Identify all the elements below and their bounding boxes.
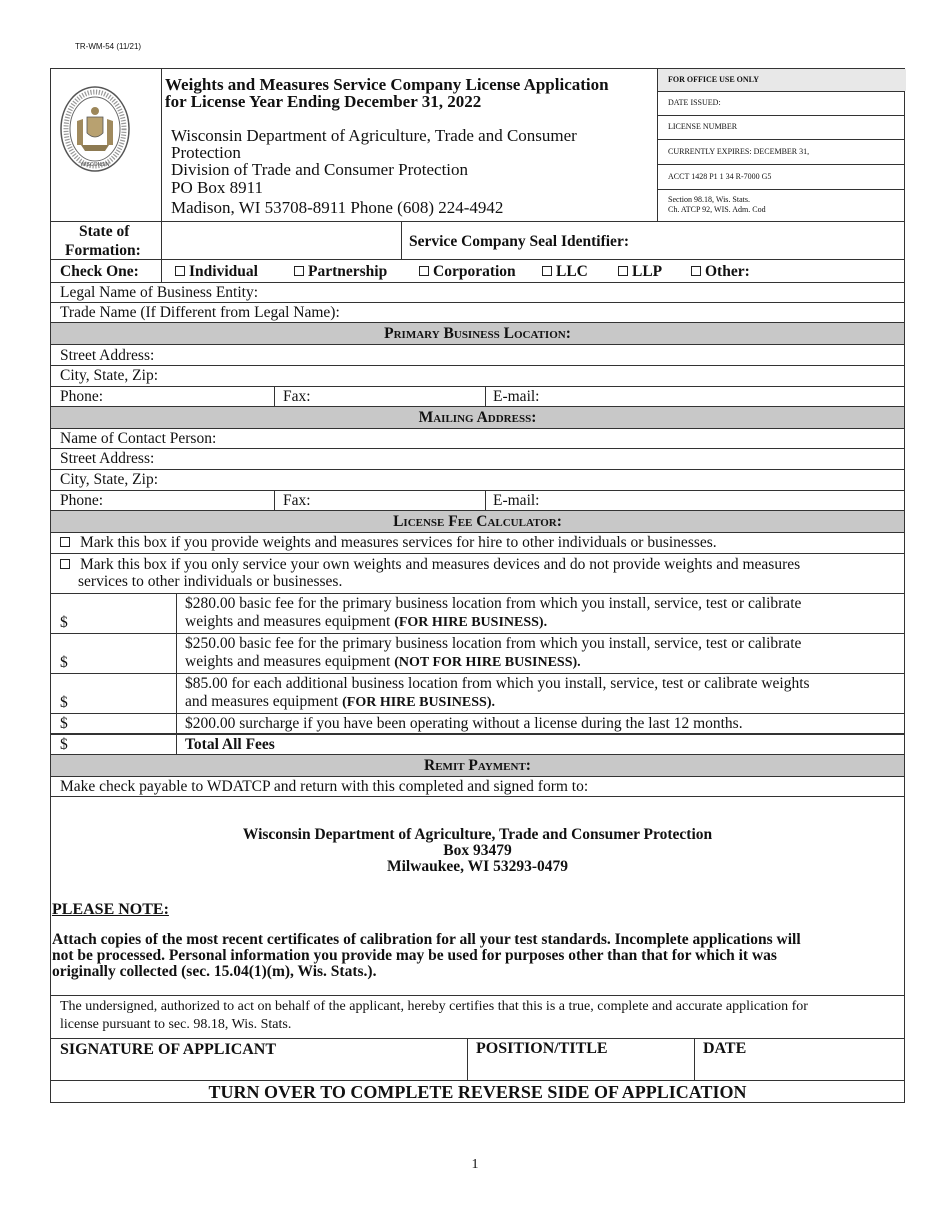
date-issued-field[interactable]: DATE ISSUED: (668, 98, 721, 107)
primary-email-field[interactable]: E-mail: (493, 388, 540, 405)
checkbox-icon (542, 266, 552, 276)
certification-line1: The undersigned, authorized to act on behalf of the applicant, hereby certifies that this is a true, complete and accurate application for (60, 999, 808, 1014)
statute-ref-2: Ch. ATCP 92, WIS. Adm. Cod (668, 205, 766, 214)
signature-field[interactable]: SIGNATURE OF APPLICANT (60, 1041, 277, 1058)
remit-instruction: Make check payable to WDATCP and return with this completed and signed form to: (60, 778, 589, 795)
agency-name-line1: Wisconsin Department of Agriculture, Trade and Consumer (171, 126, 577, 145)
primary-street-field[interactable]: Street Address: (60, 347, 155, 364)
page-number: 1 (471, 1157, 479, 1172)
application-form (50, 68, 905, 1103)
position-title-field[interactable]: POSITION/TITLE (476, 1040, 608, 1057)
checkbox-icon (60, 537, 70, 547)
fee2-desc-line1: $250.00 basic fee for the primary business location from which you install, service, test or calibrate (185, 635, 802, 652)
checkbox-icon (419, 266, 429, 276)
surcharge-amount-field[interactable]: $ (60, 715, 68, 732)
fee1-amount-field[interactable]: $ (60, 614, 68, 631)
form-code: TR-WM-54 (11/21) (75, 42, 142, 51)
primary-phone-field[interactable]: Phone: (60, 388, 104, 405)
checkbox-icon (60, 559, 70, 569)
form-title-line2: for License Year Ending December 31, 2022 (165, 92, 482, 111)
fee3-amount-field[interactable]: $ (60, 694, 68, 711)
checkbox-icon (294, 266, 304, 276)
legal-name-field[interactable]: Legal Name of Business Entity: (60, 284, 259, 301)
fee2-desc-line2: weights and measures equipment (NOT FOR HIRE BUSINESS). (185, 653, 581, 670)
entity-option-other[interactable]: Other: (691, 264, 750, 280)
form-title-line1: Weights and Measures Service Company License Application (165, 75, 609, 94)
agency-name-line2: Protection (171, 143, 241, 162)
fee1-desc-line2: weights and measures equipment (FOR HIRE BUSINESS). (185, 613, 548, 630)
total-amount-field[interactable]: $ (60, 736, 68, 753)
remit-address-line2: Box 93479 (443, 842, 512, 859)
mailing-address-heading: Mailing Address: (418, 409, 537, 426)
remit-payment-heading: Remit Payment: (424, 757, 531, 774)
primary-fax-field[interactable]: Fax: (283, 388, 311, 405)
turn-over-notice: TURN OVER TO COMPLETE REVERSE SIDE OF APPLICATION (208, 1082, 747, 1102)
statute-ref-1: Section 98.18, Wis. Stats. (668, 195, 750, 204)
check-one-label: Check One: (60, 263, 139, 280)
for-hire-checkbox[interactable]: Mark this box if you provide weights and measures services for hire to other individuals or businesses. (60, 535, 717, 551)
po-box: PO Box 8911 (171, 178, 263, 197)
state-formation-label-1: State of (79, 223, 130, 240)
fee-calculator-heading: License Fee Calculator: (393, 513, 562, 530)
mailing-fax-field[interactable]: Fax: (283, 492, 311, 509)
contact-person-field[interactable]: Name of Contact Person: (60, 430, 217, 447)
fee1-desc-line1: $280.00 basic fee for the primary business location from which you install, service, test or calibrate (185, 595, 802, 612)
license-number-field[interactable]: LICENSE NUMBER (668, 122, 738, 131)
date-field[interactable]: DATE (703, 1040, 747, 1057)
wisconsin-seal-icon (59, 83, 131, 175)
mailing-phone-field[interactable]: Phone: (60, 492, 104, 509)
please-note-heading: PLEASE NOTE: (52, 901, 169, 918)
state-formation-label-2: Formation: (65, 242, 141, 259)
not-for-hire-checkbox[interactable]: Mark this box if you only service your own weights and measures devices and do not provide weights and measures (60, 557, 800, 573)
entity-option-llp[interactable]: LLP (618, 264, 662, 280)
state-formation-input[interactable] (163, 223, 399, 257)
not-for-hire-checkbox-line2: services to other individuals or businesses. (78, 573, 343, 590)
fee3-desc-line1: $85.00 for each additional business location from which you install, service, test or calibrate weights (185, 675, 810, 692)
note-line1: Attach copies of the most recent certificates of calibration for all your test standards. Incomplete applications will (52, 931, 801, 948)
acct-code: ACCT 1428 P1 1 34 R-7000 G5 (668, 172, 772, 181)
remit-address-line3: Milwaukee, WI 53293-0479 (387, 858, 568, 875)
svg-text:WISCONSIN: WISCONSIN (80, 162, 110, 168)
remit-address-line1: Wisconsin Department of Agriculture, Trade and Consumer Protection (242, 826, 713, 843)
entity-option-llc[interactable]: LLC (542, 264, 588, 280)
primary-city-field[interactable]: City, State, Zip: (60, 367, 159, 384)
total-fees-label: Total All Fees (185, 736, 275, 753)
city-phone: Madison, WI 53708-8911 Phone (608) 224-4942 (171, 198, 504, 217)
surcharge-desc: $200.00 surcharge if you have been operating without a license during the last 12 months. (185, 715, 743, 732)
trade-name-field[interactable]: Trade Name (If Different from Legal Name): (60, 304, 340, 321)
note-line2: not be processed. Personal information you provide may be used for purposes other than that for which it was (52, 947, 777, 964)
currently-expires-field[interactable]: CURRENTLY EXPIRES: DECEMBER 31, (668, 147, 810, 156)
certification-line2: license pursuant to sec. 98.18, Wis. Stats. (60, 1017, 292, 1032)
note-line3: originally collected (sec. 15.04(1)(m), Wis. Stats.). (52, 963, 377, 980)
checkbox-icon (175, 266, 185, 276)
division-name: Division of Trade and Consumer Protection (171, 160, 469, 179)
entity-option-partnership[interactable]: Partnership (294, 264, 387, 280)
entity-option-individual[interactable]: Individual (175, 264, 258, 280)
fee2-amount-field[interactable]: $ (60, 654, 68, 671)
fee3-desc-line2: and measures equipment (FOR HIRE BUSINESS). (185, 693, 495, 710)
checkbox-icon (691, 266, 701, 276)
mailing-city-field[interactable]: City, State, Zip: (60, 471, 159, 488)
primary-location-heading: Primary Business Location: (384, 325, 571, 342)
office-use-heading: FOR OFFICE USE ONLY (668, 75, 760, 84)
mailing-email-field[interactable]: E-mail: (493, 492, 540, 509)
checkbox-icon (618, 266, 628, 276)
mailing-street-field[interactable]: Street Address: (60, 450, 155, 467)
entity-option-corporation[interactable]: Corporation (419, 264, 516, 280)
seal-identifier-field[interactable]: Service Company Seal Identifier: (409, 233, 629, 250)
